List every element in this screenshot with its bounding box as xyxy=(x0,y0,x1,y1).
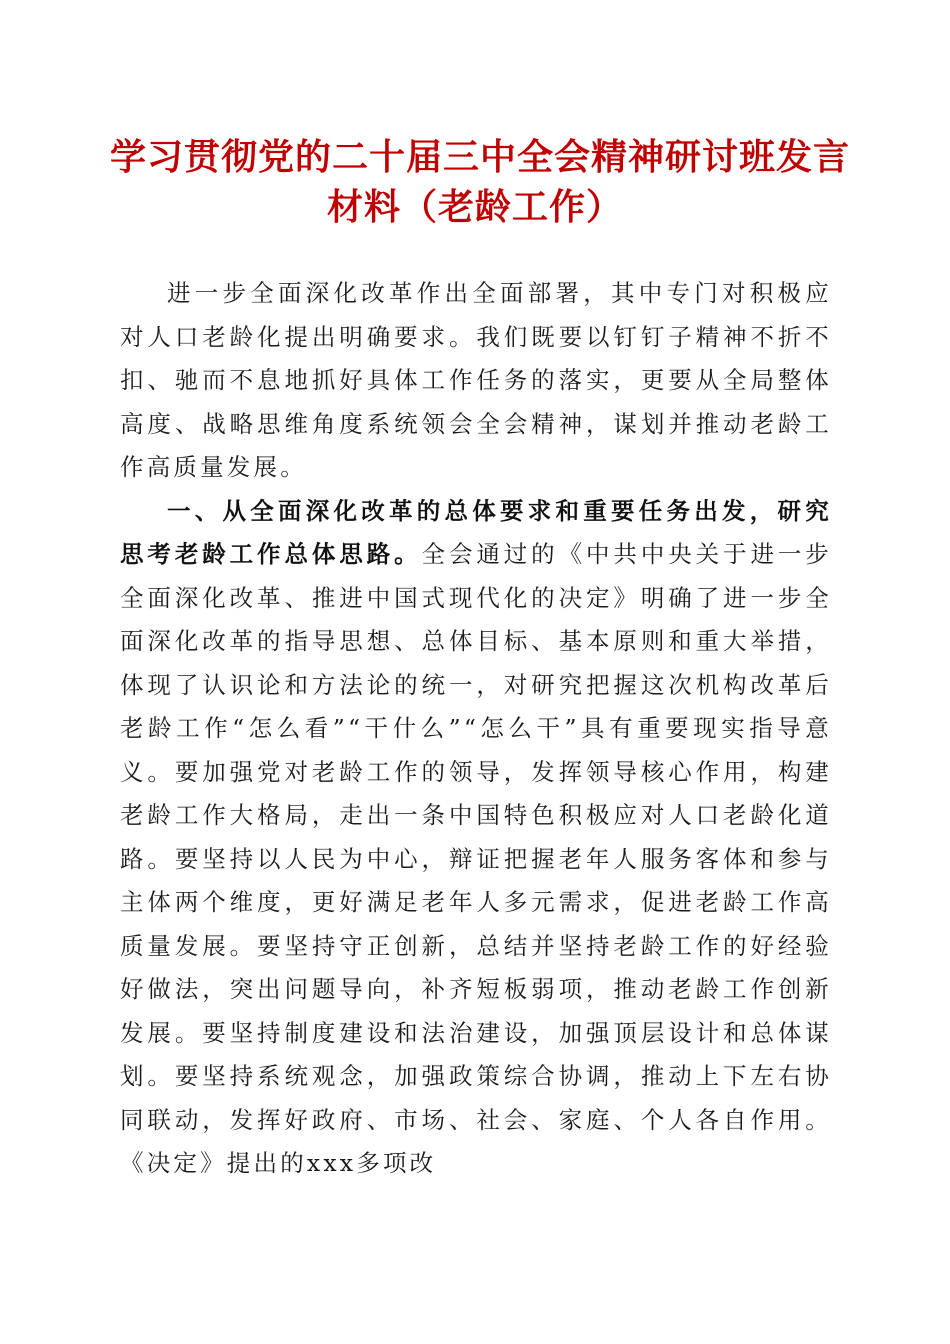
section-heading: 一、从全面深化改革的总体要求和重要任务出发，研究思考老龄工作总体思路。 xyxy=(120,496,832,568)
title-line-2: 材料（老龄工作） xyxy=(326,186,623,228)
paragraph-text: 全会通过的《中共中央关于进一步全面深化改革、推进中国式现代化的决定》明确了进一步全面深化改革的指导思想、总体目标、基本原则和重大举措，体现了认识论和方法论的统一，对研究把握这次机构改革后老龄工作“怎么看”“干什么”“怎么干”具有重要现实指导意义。要加强党对老龄工作的领导，发挥领导核心作用，构建老龄工作大格局，走出一条中国特色积极应对人口老龄化道路。要坚持以人民为中心，辩证把握老年人服务客体和参与主体两个维度，更好满足老年人多元需求，促进老龄工作高质量发展。要坚持守正创新，总结并坚持老龄工作的好经验好做法，突出问题导向，补齐短板弱项，推动老龄工作创新发展。要坚持制度建设和法治建设，加强顶层设计和总体谋划。要坚持系统观念，加强政策综合协调，推动上下左右协同联动，发挥好政府、市场、社会、家庭、个人各自作用。《决定》提出的xxx多项改 xyxy=(120,540,832,1177)
paragraph-section-1 xyxy=(120,490,832,1186)
document-body xyxy=(120,272,832,1186)
paragraph-text: 进一步全面深化改革作出全面部署，其中专门对积极应对人口老龄化提出明确要求。我们既要以钉钉子精神不折不扣、驰而不息地抓好具体工作任务的落实，更要从全局整体高度、战略思维角度系统领会全会精神，谋划并推动老龄工作高质量发展。 xyxy=(120,279,832,481)
paragraph-intro xyxy=(120,272,832,490)
title-line-1: 学习贯彻党的二十届三中全会精神研讨班发言 xyxy=(110,136,851,178)
document-title xyxy=(110,132,851,232)
